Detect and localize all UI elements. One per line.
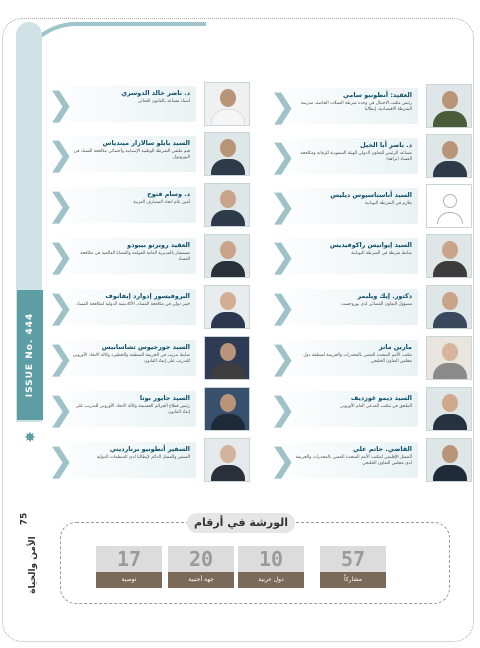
participant-card	[47, 183, 250, 227]
card-banner	[268, 238, 418, 274]
participant-card	[47, 132, 250, 176]
card-banner	[268, 340, 418, 376]
participant-name: د. وسام فتوح	[147, 190, 190, 198]
participant-name: البروفيسور إدوارد إيفانوف	[105, 292, 190, 300]
chevron-left-icon: ❮	[47, 288, 74, 326]
participant-name: السيد ديمو غوزديف	[350, 394, 412, 402]
participant-role: الممثل الإقليمي لمكتب الأمم المتحدة المعني بالمخدرات والجريمة لدى مجلس التعاون الخليجي	[295, 455, 412, 466]
chevron-left-icon: ❮	[47, 441, 74, 479]
stat-value: 57	[320, 546, 386, 572]
chevron-left-icon: ❮	[47, 339, 74, 377]
participant-name: مارين مانز	[378, 343, 412, 351]
participant-role: مساعد الرئيس للتعاون الدولي الهيئة السعودية للرقابة ومكافحة الفساد (نزاهة)	[300, 151, 412, 162]
card-banner	[268, 391, 418, 427]
participant-card	[47, 234, 250, 278]
chevron-left-icon: ❮	[269, 187, 296, 225]
participant-card	[269, 387, 472, 431]
participant-role: أمين عام اتحاد المصارف العربية	[133, 200, 190, 205]
card-banner	[46, 391, 196, 427]
participant-name: د. ناصر أبا الخيل	[360, 141, 412, 149]
participant-card	[269, 234, 472, 278]
card-banner	[46, 86, 196, 122]
participant-name: العقيد روبرتو بيبودو	[127, 241, 190, 249]
card-banner	[46, 340, 196, 376]
participant-photo	[426, 285, 472, 329]
card-banner	[268, 188, 418, 224]
participant-role: ملازم في الشرطة اليونانية	[364, 201, 412, 206]
stat-label: توصية	[96, 572, 162, 588]
participant-name: القاضي. حاتم علي	[353, 445, 412, 453]
card-banner	[268, 289, 418, 325]
stat-label: دول عربية	[238, 572, 304, 588]
participant-photo	[204, 183, 250, 227]
participant-card	[269, 84, 472, 128]
participant-card	[47, 336, 250, 380]
participant-card	[269, 134, 472, 178]
stat-participants	[320, 546, 386, 590]
participant-photo	[426, 234, 472, 278]
participant-role: مسؤول التعاون القضائي لدى يوروجست	[340, 302, 412, 307]
chevron-left-icon: ❮	[269, 237, 296, 275]
card-banner	[268, 88, 418, 124]
chevron-left-icon: ❮	[47, 85, 74, 123]
participant-name: السيد أناستاسيوس ديليس	[330, 191, 412, 199]
stat-recommendations	[96, 546, 162, 590]
participant-name: السفير أنطونيو برنارديني	[109, 445, 190, 453]
participant-photo	[204, 132, 250, 176]
chevron-left-icon: ❮	[269, 441, 296, 479]
star-icon: ✸	[24, 430, 36, 446]
chevron-left-icon: ❮	[269, 339, 296, 377]
participant-role: مستشار بالمديرية العامة للعولمة والقضايا العالمية في مكافحة الفساد	[80, 251, 190, 262]
stat-value: 10	[238, 546, 304, 572]
page-number: 75	[19, 512, 30, 526]
stat-value: 20	[168, 546, 234, 572]
participant-role: ضابط شرطة في الشرطة اليونانية	[351, 251, 412, 256]
chevron-left-icon: ❮	[47, 186, 74, 224]
participant-card	[269, 184, 472, 228]
card-banner	[268, 442, 418, 478]
participant-card	[269, 336, 472, 380]
participant-photo	[204, 336, 250, 380]
participant-role: رئيس قطاع الجرائم الجسيمة وكالة الاتحاد الأوروبي للتدريب على إنفاذ القانون	[75, 404, 190, 415]
card-banner	[46, 442, 196, 478]
chevron-left-icon: ❮	[269, 87, 296, 125]
participant-photo	[204, 387, 250, 431]
participant-name: دكتور. إيك ويلبمز	[357, 292, 412, 300]
card-banner	[46, 136, 196, 172]
chevron-left-icon: ❮	[269, 288, 296, 326]
participant-role: أستاذ مساعد بالقانون الجنائي	[137, 99, 190, 104]
stat-label: مشاركاً	[320, 572, 386, 588]
participant-role: السفير والممثل الدائم لإيطاليا لدى المنظمات الدولية	[96, 455, 190, 460]
chevron-left-icon: ❮	[47, 237, 74, 275]
participant-photo	[204, 82, 250, 126]
stat-value: 17	[96, 546, 162, 572]
card-banner	[46, 238, 196, 274]
participant-card	[47, 82, 250, 126]
magazine-name: الأمن والحياة	[27, 536, 38, 594]
participant-name: السيد إيوانيس راكوفيديس	[329, 241, 412, 249]
participant-role: رئيس مكتب الاحتيال في وحدة شرطة العملات الخاصة، مدرسة الشرطة الاقتصادية، إيطاليا	[300, 101, 412, 112]
participant-photo	[426, 134, 472, 178]
card-banner	[46, 289, 196, 325]
stat-arab-countries	[238, 546, 304, 590]
participant-name: السيد جابور بوتا	[139, 394, 190, 402]
participant-photo	[204, 438, 250, 482]
avatar-placeholder-icon	[426, 184, 472, 228]
participant-role: ضابط تدريب في الجريمة المنظمة والخطيرة وكالة الاتحاد الأوروبي للتدريب على إنفاذ القانون	[72, 353, 190, 364]
participant-photo	[204, 234, 250, 278]
stat-label: جهة أجنبية	[168, 572, 234, 588]
issue-label: ISSUE No. 444	[25, 312, 35, 398]
chevron-left-icon: ❮	[47, 390, 74, 428]
participant-card	[47, 438, 250, 482]
participant-role: خبير دولي في مكافحة الفساد، الأكاديمية الدولية لمكافحة الفساد	[76, 302, 190, 307]
participant-name: السيد بابلو سالازار ميندياس	[102, 139, 190, 147]
participant-card	[47, 285, 250, 329]
chevron-left-icon: ❮	[269, 390, 296, 428]
stat-foreign-entities	[168, 546, 234, 590]
participant-photo	[204, 285, 250, 329]
decorative-arc	[16, 22, 206, 82]
participant-role: مكتب الأمم المتحدة المعني بالمخدرات والجريمة لمنطقة دول مجلس التعاون الخليجي	[303, 353, 412, 364]
participant-card	[269, 285, 472, 329]
chevron-left-icon: ❮	[47, 135, 74, 173]
participant-photo	[426, 438, 472, 482]
chevron-left-icon: ❮	[269, 137, 296, 175]
participant-name: السيد جورجيوس تشاسابيس	[101, 343, 190, 351]
card-banner	[268, 138, 418, 174]
participant-card	[269, 438, 472, 482]
participant-photo	[426, 84, 472, 128]
workshop-title: الورشة في أرقام	[187, 513, 295, 533]
participant-photo	[426, 387, 472, 431]
participant-role: الملحق في مكتب المدعي العام الأوروبي	[339, 404, 412, 409]
participant-card	[47, 387, 250, 431]
participant-name: د. ناصر خالد الدوسري	[121, 89, 190, 97]
participant-name: العقيد: أنطونيو سامي	[342, 91, 412, 99]
participant-photo	[426, 336, 472, 380]
participant-role: قيم ملتقي الشرطة الوطنية الإسبانية وأخصائي مكافحة الفساد في اليوروبول	[73, 149, 190, 160]
card-banner	[46, 187, 196, 223]
